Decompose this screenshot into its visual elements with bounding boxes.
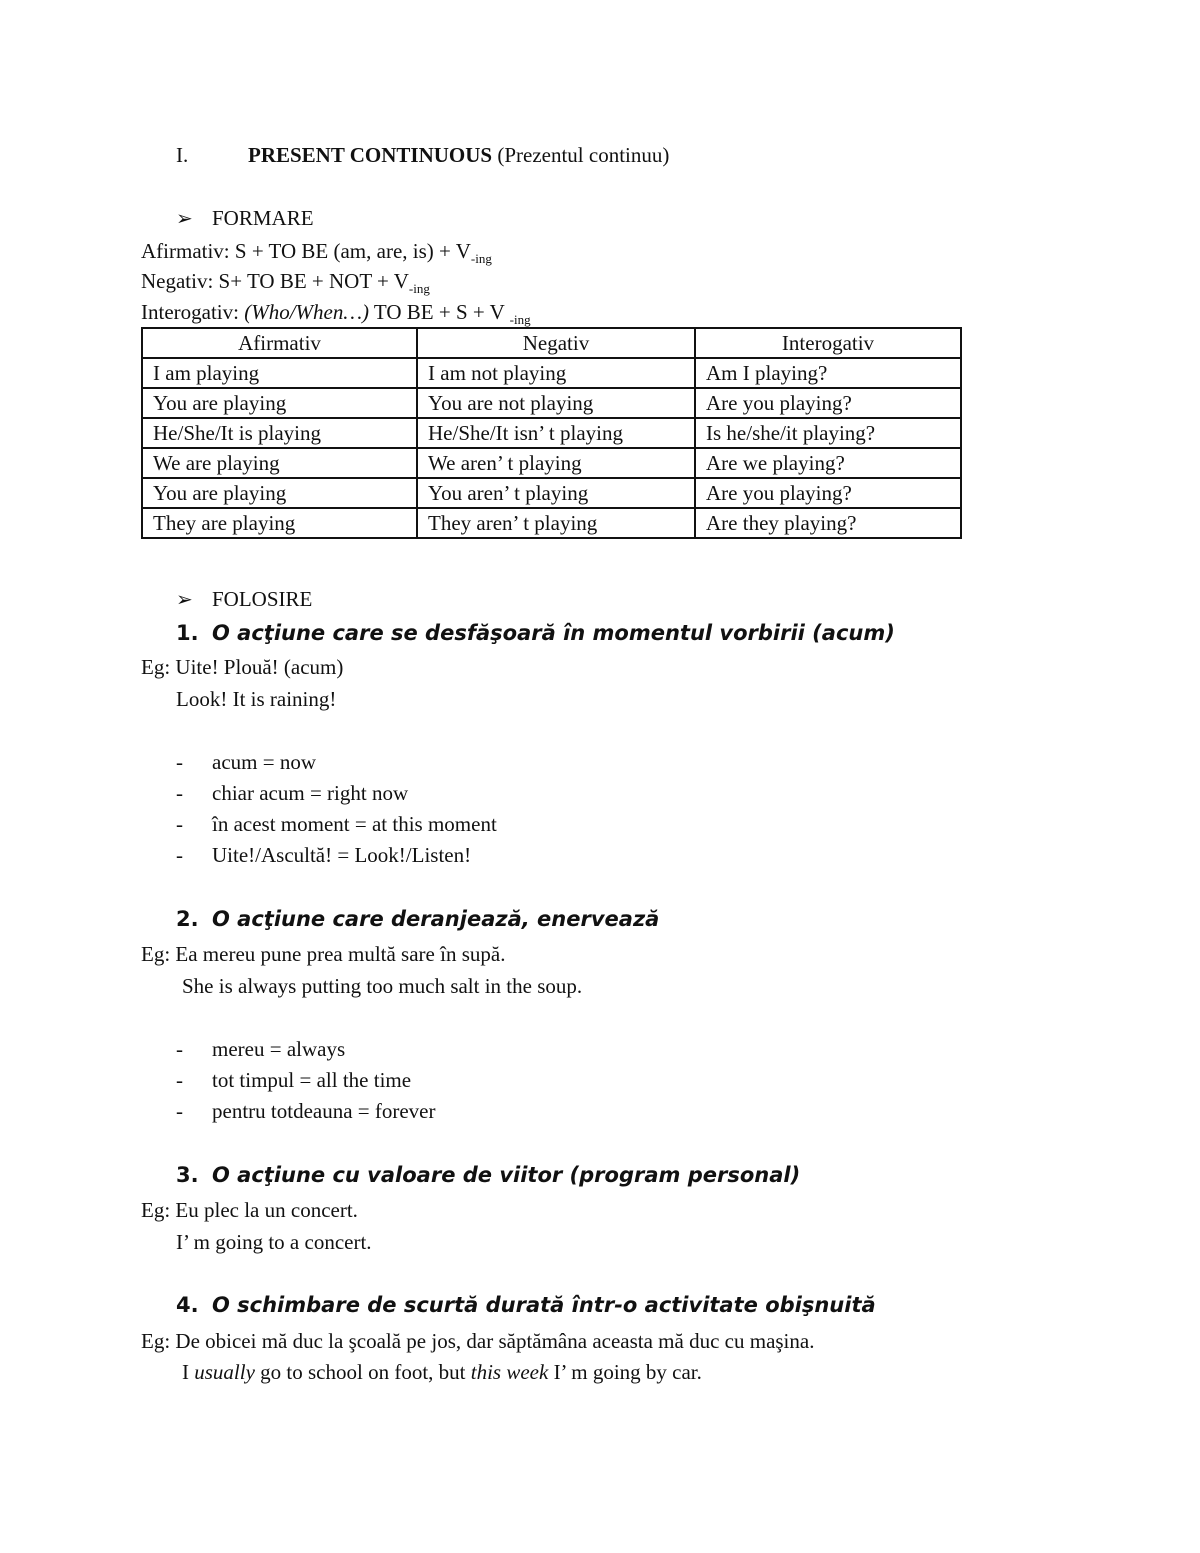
folosire-label: FOLOSIRE: [212, 587, 313, 611]
formula-afirmativ-sub: -ing: [470, 251, 492, 266]
table-row: [142, 418, 961, 448]
translation-part: I’ m going by car.: [548, 1360, 702, 1384]
section-number: 1.: [176, 621, 199, 645]
table-cell: We are playing: [142, 448, 417, 478]
formula-negativ: [141, 271, 430, 295]
section-heading-text: O acţiune care deranjează, enervează: [212, 907, 660, 931]
list-item-text: mereu = always: [212, 1037, 346, 1061]
formula-afirmativ-text: Afirmativ: S + TO BE (am, are, is) + V: [141, 239, 471, 263]
section-3-example: Eg: Eu plec la un concert.: [141, 1198, 358, 1222]
table-cell: We aren’ t playing: [417, 448, 695, 478]
formula-negativ-text: Negativ: S+ TO BE + NOT + V: [141, 269, 409, 293]
section-number: 4.: [176, 1293, 199, 1317]
table-cell: Am I playing?: [695, 358, 961, 388]
table-cell: They aren’ t playing: [417, 508, 695, 538]
section-heading-text: O acţiune care se desfăşoară în momentul vorbirii (acum): [212, 621, 895, 645]
list-item: - Uite!/Ascultă! = Look!/Listen!: [176, 843, 472, 867]
list-item-text: tot timpul = all the time: [212, 1068, 412, 1092]
table-cell: He/She/It is playing: [142, 418, 417, 448]
table-cell: He/She/It isn’ t playing: [417, 418, 695, 448]
table-header-cell: Interogativ: [695, 328, 961, 358]
folosire-heading: [176, 589, 312, 610]
list-item-text: acum = now: [212, 750, 316, 774]
list-item-text: pentru totdeauna = forever: [212, 1099, 436, 1123]
formare-heading: [176, 208, 314, 229]
formula-interogativ: [141, 302, 531, 326]
section-3-heading: [176, 1165, 800, 1186]
formula-interogativ-italic: (Who/When…): [244, 300, 370, 324]
table-cell: Are you playing?: [695, 478, 961, 508]
section-2-heading: [176, 909, 659, 930]
table-header-cell: Negativ: [417, 328, 695, 358]
formula-interogativ-label: Interogativ:: [141, 300, 245, 324]
section-3-translation: I’ m going to a concert.: [176, 1230, 372, 1254]
section-1-example: Eg: Uite! Plouă! (acum): [141, 655, 344, 679]
title-bold: PRESENT CONTINUOUS: [248, 143, 493, 167]
table-cell: Is he/she/it playing?: [695, 418, 961, 448]
table-cell: Are they playing?: [695, 508, 961, 538]
arrow-bullet-icon: ➢: [176, 589, 193, 611]
list-item: - în acest moment = at this moment: [176, 812, 497, 836]
formare-label: FORMARE: [212, 206, 314, 230]
title-number: I.: [176, 143, 189, 167]
formula-negativ-sub: -ing: [408, 281, 430, 296]
table-row: [142, 478, 961, 508]
table-cell: Are you playing?: [695, 388, 961, 418]
section-heading-text: O acţiune cu valoare de viitor (program personal): [212, 1163, 801, 1187]
table-cell: You are not playing: [417, 388, 695, 418]
list-item: - chiar acum = right now: [176, 781, 409, 805]
table-cell: Are we playing?: [695, 448, 961, 478]
arrow-bullet-icon: ➢: [176, 208, 193, 230]
table-cell: You aren’ t playing: [417, 478, 695, 508]
conjugation-table: [141, 327, 962, 539]
section-4-example: Eg: De obicei mă duc la şcoală pe jos, dar săptămâna aceasta mă duc cu maşina.: [141, 1329, 815, 1353]
table-cell: You are playing: [142, 388, 417, 418]
table-header-row: [142, 328, 961, 358]
table-header-cell: Afirmativ: [142, 328, 417, 358]
translation-emphasis: usually: [194, 1360, 255, 1384]
section-1-heading: [176, 623, 895, 644]
list-item: - pentru totdeauna = forever: [176, 1099, 436, 1123]
formula-interogativ-text: TO BE + S + V: [369, 300, 510, 324]
section-number: 3.: [176, 1163, 199, 1187]
list-item: - mereu = always: [176, 1037, 346, 1061]
section-2-example: Eg: Ea mereu pune prea multă sare în supă.: [141, 942, 506, 966]
list-item-text: în acest moment = at this moment: [212, 812, 497, 836]
translation-part: go to school on foot, but: [254, 1360, 471, 1384]
table-cell: I am playing: [142, 358, 417, 388]
section-heading-text: O schimbare de scurtă durată într-o activitate obişnuită: [212, 1293, 876, 1317]
table-row: [142, 448, 961, 478]
section-4-heading: [176, 1295, 876, 1316]
formula-interogativ-sub: -ing: [509, 312, 531, 327]
page-title: [176, 145, 669, 166]
title-rest: (Prezentul continuu): [492, 143, 670, 167]
table-cell: You are playing: [142, 478, 417, 508]
translation-part: I: [182, 1360, 195, 1384]
translation-emphasis: this week: [470, 1360, 549, 1384]
section-1-translation: Look! It is raining!: [176, 687, 337, 711]
list-item-text: Uite!/Ascultă! = Look!/Listen!: [212, 843, 472, 867]
section-2-translation: She is always putting too much salt in the soup.: [182, 974, 583, 998]
table-cell: They are playing: [142, 508, 417, 538]
table-row: [142, 388, 961, 418]
list-item-text: chiar acum = right now: [212, 781, 409, 805]
table-cell: I am not playing: [417, 358, 695, 388]
formula-afirmativ: [141, 241, 492, 265]
section-4-translation: [182, 1362, 702, 1383]
table-row: [142, 358, 961, 388]
list-item: - tot timpul = all the time: [176, 1068, 412, 1092]
table-row: [142, 508, 961, 538]
list-item: - acum = now: [176, 750, 316, 774]
section-number: 2.: [176, 907, 199, 931]
